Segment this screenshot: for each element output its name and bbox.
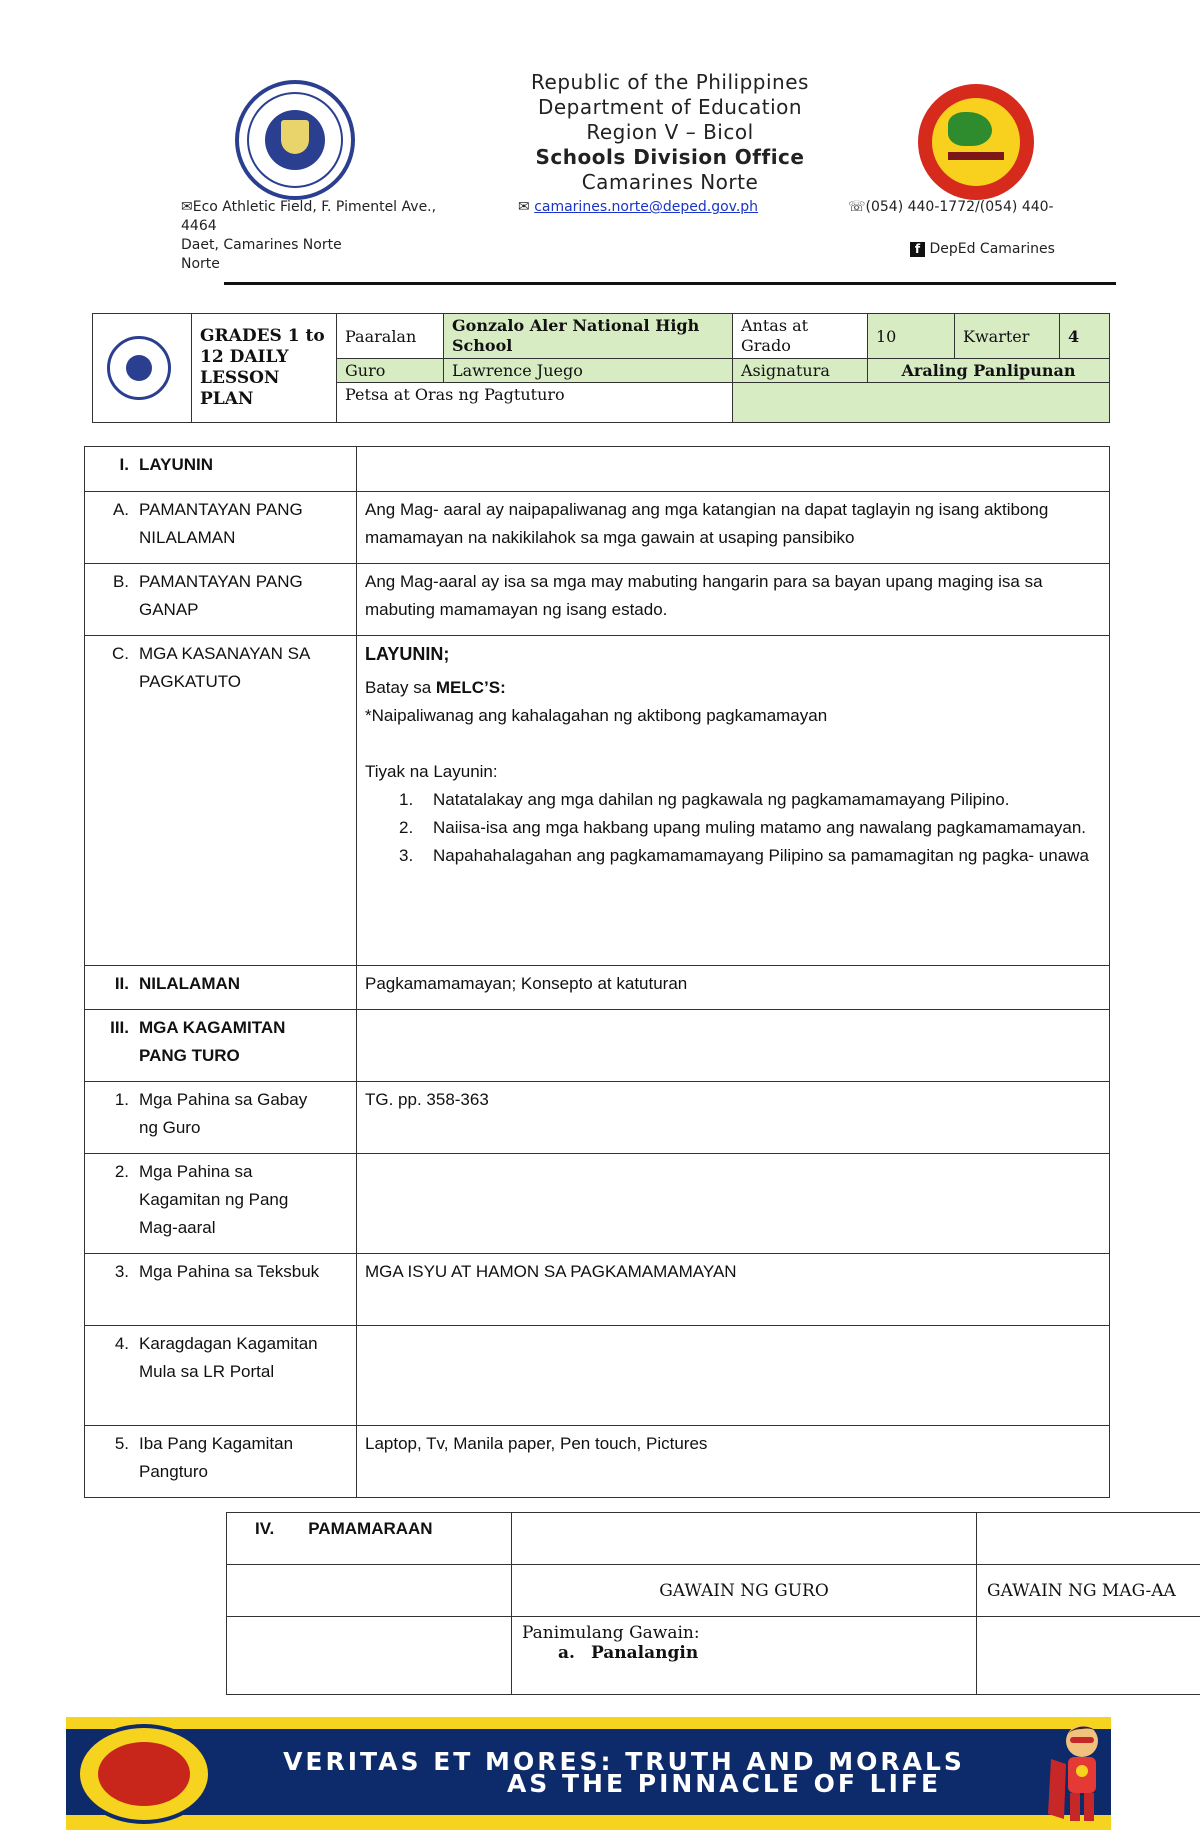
panimulang-gawain: Panimulang Gawain: [522, 1623, 700, 1643]
lesson-info-table [92, 313, 1110, 423]
melc-label: MELC’S: [435, 678, 506, 697]
footer-banner [66, 1717, 1111, 1830]
plan-title-line-2: 12 DAILY [200, 347, 289, 367]
deped-seal-logo [235, 80, 355, 200]
mail-icon: ✉ [181, 199, 193, 215]
pamamaraan-table [226, 1512, 1200, 1695]
petsa-value [733, 383, 1110, 423]
row-c-value [357, 636, 1110, 966]
item-num: a. [558, 1643, 575, 1663]
email-icon: ✉ [518, 199, 530, 215]
row-label: PAMANTAYAN PANG NILALAMAN [139, 500, 303, 547]
plan-title-line-1: GRADES 1 to [200, 326, 325, 346]
row-k2-value [357, 1154, 1110, 1254]
row-k3-label [85, 1254, 357, 1326]
objective-text: Napahahalagahan ang pagkamamamayang Pilipino sa pamamagitan ng pagka- unawa [433, 846, 1089, 865]
row-num: 4. [114, 1334, 129, 1353]
pamamaraan-blank-cell [227, 1565, 512, 1617]
motto-line-2: AS THE PINNACLE OF LIFE [506, 1769, 942, 1798]
facebook-name[interactable]: DepEd Camarines [929, 241, 1055, 257]
pamamaraan-num: IV. [255, 1519, 275, 1538]
row-k1-value: TG. pp. 358-363 [357, 1082, 1110, 1154]
col-gawain-guro: GAWAIN NG GURO [512, 1565, 977, 1617]
row-num: I. [119, 455, 129, 474]
pamamaraan-title: PAMAMARAAN [308, 1519, 433, 1538]
row-num: II. [114, 974, 129, 993]
paaralan-value: Gonzalo Aler National High School [444, 314, 733, 359]
row-k3-value: MGA ISYU AT HAMON SA PAGKAMAMAMAYAN [357, 1254, 1110, 1326]
row-label: Mga Pahina sa Kagamitan ng Pang Mag-aaral [139, 1162, 289, 1237]
row-num: III. [110, 1018, 129, 1037]
plan-title-line-3: LESSON [200, 368, 280, 388]
plan-title-line-4: PLAN [200, 389, 254, 409]
row-label: Mga Pahina sa Gabay ng Guro [139, 1090, 308, 1137]
objective-num: 2. [399, 818, 414, 837]
row-label: NILALAMAN [139, 974, 241, 993]
pamamaraan-label [227, 1513, 512, 1565]
row-a-label [85, 492, 357, 564]
kasanayan-heading: LAYUNIN; [365, 644, 450, 664]
objective-num: 3. [399, 846, 414, 865]
deped-small-seal-logo [107, 336, 171, 400]
email-link[interactable]: camarines.norte@deped.gov.ph [534, 199, 759, 215]
header-republic: Republic of the Philippines [531, 70, 809, 94]
objectives-list [365, 786, 1101, 870]
row-kagamitan-value [357, 1010, 1110, 1082]
row-layunin-value [357, 447, 1110, 492]
phone-number: (054) 440-1772/(054) 440- [865, 199, 1054, 215]
row-layunin-label [85, 447, 357, 492]
address-line-2: 4464 [181, 218, 217, 234]
row-nilalaman-value: Pagkamamamayan; Konsepto at katuturan [357, 966, 1110, 1010]
row-label: Karagdagan Kagamitan Mula sa LR Portal [139, 1334, 318, 1381]
objective-item [365, 786, 1101, 814]
melc-prefix: Batay sa [365, 678, 436, 697]
plan-title [192, 314, 337, 423]
row-a-value: Ang Mag- aaral ay naipapaliwanag ang mga katangian na dapat taglayin ng isang aktibong mamamayan na nakikilahok sa mga gawain at usaping pansibiko [357, 492, 1110, 564]
pamamaraan-guro-head-blank [512, 1513, 977, 1565]
objective-text: Naiisa-isa ang mga hakbang upang muling matamo ang nawalang pagkamamamayan. [433, 818, 1087, 837]
melc-line [365, 674, 1101, 702]
row-num: 3. [114, 1262, 129, 1281]
facebook-row [910, 240, 1055, 259]
kwarter-label: Kwarter [955, 314, 1060, 359]
objective-num: 1. [399, 790, 414, 809]
lesson-plan-table [84, 446, 1110, 1498]
header-province: Camarines Norte [581, 170, 759, 194]
tiyak-heading: Tiyak na Layunin: [365, 762, 498, 781]
row-num: B. [112, 572, 129, 591]
row-c-label [85, 636, 357, 966]
antas-value: 10 [868, 314, 955, 359]
banner-top-stripe [66, 1717, 1111, 1729]
row-label: Mga Pahina sa Teksbuk [139, 1262, 320, 1281]
asignatura-value: Araling Panlipunan [868, 359, 1110, 383]
panimulang-magaaral-cell [977, 1617, 1200, 1695]
school-motto [234, 1747, 1014, 1798]
address-line-3: Daet, Camarines Norte [181, 237, 342, 253]
row-num: 1. [114, 1090, 129, 1109]
petsa-label: Petsa at Oras ng Pagtuturo [337, 383, 733, 423]
col-gawain-magaaral: GAWAIN NG MAG-AA [977, 1565, 1200, 1617]
panimulang-gawain-cell [512, 1617, 977, 1695]
superhero-mascot-icon [1046, 1719, 1111, 1827]
header-division: Schools Division Office [535, 145, 805, 169]
row-label: MGA KAGAMITAN PANG TURO [139, 1018, 286, 1065]
division-seal-logo [918, 84, 1034, 200]
antas-label: Antas at Grado [733, 314, 868, 359]
phone-icon: ☏ [848, 199, 866, 215]
address-block [181, 198, 436, 274]
header-region: Region V – Bicol [586, 120, 754, 144]
row-label: PAMANTAYAN PANG GANAP [139, 572, 303, 619]
row-k2-label [85, 1154, 357, 1254]
header-divider [224, 282, 1116, 285]
row-label: MGA KASANAYAN SA PAGKATUTO [139, 644, 310, 691]
email-row [518, 198, 758, 217]
row-kagamitan-label [85, 1010, 357, 1082]
row-num: 5. [114, 1434, 129, 1453]
melc-item: *Naipaliwanag ang kahalagahan ng aktibong pagkamamayan [365, 706, 828, 725]
objective-text: Natatalakay ang mga dahilan ng pagkawala ng pagkamamamayang Pilipino. [433, 790, 1010, 809]
paaralan-label: Paaralan [337, 314, 444, 359]
phone-row [848, 198, 1054, 217]
info-logo-cell [93, 314, 192, 423]
guro-value: Lawrence Juego [444, 359, 733, 383]
item-text: Panalangin [590, 1643, 699, 1663]
row-nilalaman-label [85, 966, 357, 1010]
row-num: A. [112, 500, 129, 519]
asignatura-label: Asignatura [733, 359, 868, 383]
row-k5-label [85, 1426, 357, 1498]
row-k4-label [85, 1326, 357, 1426]
row-k5-value: Laptop, Tv, Manila paper, Pen touch, Pictures [357, 1426, 1110, 1498]
pamamaraan-blank-cell-2 [227, 1617, 512, 1695]
row-k4-value [357, 1326, 1110, 1426]
row-num: C. [112, 644, 129, 663]
row-label: Iba Pang Kagamitan Pangturo [139, 1434, 294, 1481]
row-b-label [85, 564, 357, 636]
motto-line-1: VERITAS ET MORES: TRUTH AND MORALS [283, 1747, 965, 1776]
guro-label: Guro [337, 359, 444, 383]
banner-bottom-stripe [66, 1815, 1111, 1830]
facebook-icon: f [910, 242, 925, 257]
row-num: 2. [114, 1162, 129, 1181]
address-line-4: Norte [181, 256, 220, 272]
pamamaraan-magaaral-head-blank [977, 1513, 1200, 1565]
row-label: LAYUNIN [139, 455, 213, 474]
objective-item [365, 842, 1101, 870]
address-line-1: Eco Athletic Field, F. Pimentel Ave., [192, 199, 437, 215]
school-seal-logo [76, 1724, 212, 1824]
panalangin-item [558, 1643, 966, 1663]
header-department: Department of Education [537, 95, 803, 119]
row-b-value: Ang Mag-aaral ay isa sa mga may mabuting hangarin para sa bayan upang maging isa sa mabuting mamamayan ng isang estado. [357, 564, 1110, 636]
kwarter-value: 4 [1060, 314, 1110, 359]
row-k1-label [85, 1082, 357, 1154]
objective-item [365, 814, 1101, 842]
